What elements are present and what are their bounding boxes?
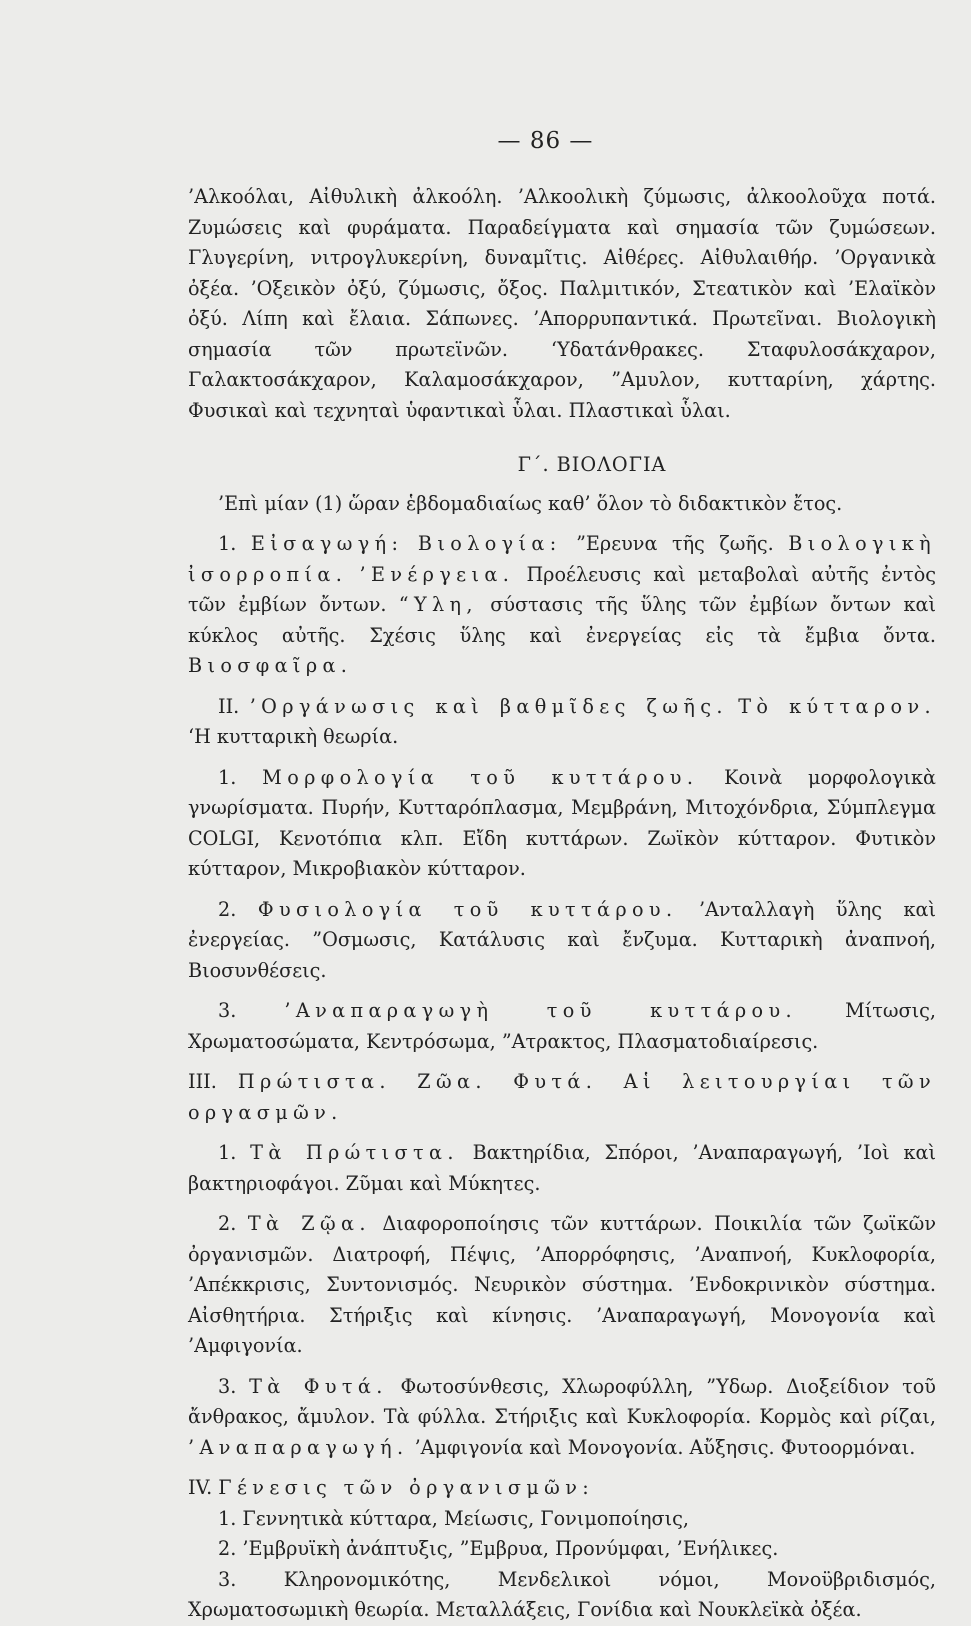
- s3-item-3: [188, 1372, 936, 1464]
- section-2-heading: [188, 692, 936, 753]
- s1-title: Εἰσαγωγή:: [250, 532, 404, 555]
- s3-item-1-title: Τὰ Πρώτιστα.: [250, 1141, 459, 1164]
- s3-item-2: [188, 1209, 936, 1362]
- s1-term-biosphere: Βιοσφαῖρα.: [188, 654, 353, 677]
- section-3-heading: [188, 1067, 936, 1128]
- s1-term-energy: ’Ενέργεια.: [359, 562, 515, 586]
- s3-item-2-title: Τὰ Ζῷα.: [247, 1212, 371, 1235]
- section-heading: Γ΄. ΒΙΟΛΟΓΙΑ: [517, 453, 667, 476]
- s2-item-2-text: ’Ανταλλαγὴ ὕλης καὶ ἐνεργείας. ”Οσμωσις, Κατάλυσις καὶ ἔνζυμα. Κυτταρικὴ ἀναπνοή, Βιοσυνθέσεις.: [188, 897, 936, 982]
- page-body: [188, 182, 936, 1626]
- s1-term-biology: Βιολογία:: [417, 532, 562, 555]
- s3-title: Πρώτιστα. Ζῶα. Φυτά. Αἱ λειτουργίαι τῶν οργασμῶν.: [188, 1070, 936, 1124]
- s2-item-2-title: Φυσιολογία τοῦ κυττάρου.: [257, 897, 678, 921]
- intro-paragraph: ’Αλκοόλαι, Αἰθυλικὴ ἀλκοόλη. ’Αλκοολικὴ ζύμωσις, ἀλκοολοῦχα ποτά. Ζυμώσεις καὶ φυράματα. Παραδείγματα καὶ σημασία τῶν ζυμώσεων. Γλυγερίνη, νιτρογλυκερίνη, δυναμῖτις. Αἰθέρες. Αἰθυλαιθήρ. ’Οργανικὰ ὀξέα. ’Οξεικὸν ὀξύ, ζύμωσις, ὄξος. Παλμιτικόν, Στεατικὸν καὶ ’Ελαϊκὸν ὀξύ. Λίπη καὶ ἔλαια. Σάπωνες. ’Απορρυπαντικά. Πρωτεῖναι. Βιολογικὴ σημασία τῶν πρωτεϊνῶν. ‘Υδατάνθρακες. Σταφυλοσάκχαρον, Γαλακτοσάκχαρον, Καλαμοσάκχαρον, ”Αμυλον, κυτταρίνη, χάρτης. Φυσικαὶ καὶ τεχνηταὶ ὑφαντικαὶ ὗλαι. Πλαστικαὶ ὗλαι.: [188, 185, 936, 422]
- s2-item-1-num: 1.: [218, 765, 237, 789]
- s4-item-2: [188, 1534, 936, 1565]
- s2-item-2-num: 2.: [218, 897, 237, 921]
- s2-text-a: ‘Η κυτταρικὴ θεωρία.: [188, 725, 399, 748]
- s2-item-3-num: 3.: [218, 999, 237, 1022]
- s3-item-2-text: Διαφοροποίησις τῶν κυττάρων. Ποικιλία τῶν ζωϊκῶν ὀργανισμῶν. Διατροφή, Πέψις, ’Απορρόφησις, ’Αναπνοή, Κυκλοφορία, ’Απέκκρισις, Συντονισμός. Νευρικὸν σύστημα. ’Ενδοκρινικὸν σύστημα. Αἰσθητήρια. Στήριξις καὶ κίνησις. ’Αναπαραγωγή, Μονογονία καὶ ’Αμφιγονία.: [188, 1212, 936, 1357]
- s3-item-1-text: Βακτηρίδια, Σπόροι, ’Αναπαραγωγή, ’Ιοὶ καὶ βακτηριοφάγοι. Ζῦμαι καὶ Μύκητες.: [188, 1141, 936, 1195]
- s2-title: ’Οργάνωσις καὶ βαθμῖδες ζωῆς.: [249, 694, 728, 718]
- s4-item-3-text: Κληρονομικότης, Μενδελικοὶ νόμοι, Μονοϋβριδισμός, Χρωματοσωμικὴ θεωρία. Μεταλλάξεις, Γονίδια καὶ Νουκλεϊκὰ ὀξέα.: [188, 1567, 936, 1621]
- section-4-heading: [188, 1473, 936, 1504]
- s3-item-3-text: Φωτοσύνθεσις, Χλωροφύλλη, ”Υδωρ. Διοξείδιον τοῦ ἄνθρακος, ἄμυλον. Τὰ φύλλα. Στήριξις καὶ Κυκλοφορία. Κορμὸς καὶ ρίζαι,: [188, 1374, 936, 1428]
- s3-item-3-title: Τὰ Φυτά.: [249, 1374, 388, 1398]
- s1-term-balance: Βιολογικὴ ἰσορροπία.: [188, 532, 937, 586]
- s3-item-1-num: 1.: [218, 1141, 237, 1164]
- hours-line: ’Επὶ μίαν (1) ὥραν ἑβδομαδιαίως καθ’ ὅλον τὸ διδακτικὸν ἔτος.: [218, 491, 843, 515]
- s4-item-1: [188, 1504, 936, 1535]
- s3-item-2-num: 2.: [218, 1212, 237, 1235]
- s2-item-1-title: Μορφολογία τοῦ κυττάρου.: [262, 765, 699, 789]
- s1-text-a: ”Ερευνα τῆς ζωῆς.: [576, 532, 774, 555]
- s2-term-cell: Τὸ κύτταρον.: [738, 694, 936, 718]
- s1-text-c: σύστασις τῆς ὕλης τῶν ἐμβίων ὄντων καὶ κύκλος αὐτῆς. Σχέσις ὕλης καὶ ἐνεργείας εἰς τὰ ἔμβια ὄντα.: [188, 593, 936, 647]
- s4-item-3: [188, 1565, 936, 1626]
- s4-item-1-num: 1.: [218, 1506, 237, 1530]
- s2-item-3-text: Μίτωσις, Χρωματοσώματα, Κεντρόσωμα, ”Ατρακτος, Πλασματοδιαίρεσις.: [188, 999, 936, 1053]
- s4-item-3-num: 3.: [218, 1567, 237, 1591]
- s4-item-1-text: Γεννητικὰ κύτταρα, Μείωσις, Γονιμοποίησις,: [242, 1506, 690, 1530]
- s2-item-3-title: ’Αναπαραγωγὴ τοῦ κυττάρου.: [284, 999, 798, 1022]
- s3-item-3-num: 3.: [218, 1374, 237, 1398]
- s3-num: ΙΙΙ.: [188, 1070, 217, 1093]
- s2-item-1-text: Κοινὰ μορφολογικὰ γνωρίσματα. Πυρήν, Κυτταρόπλασμα, Μεμβράνη, Μιτοχόνδρια, Σύμπλεγμα COLGI, Κενοτόπια κλπ. Εἴδη κυττάρων. Ζωϊκὸν κύτταρον. Φυτικὸν κύτταρον, Μικροβιακὸν κύτταρον.: [188, 765, 936, 880]
- s1-text-b: Προέλευσις καὶ μεταβολαὶ αὐτῆς ἐντὸς τῶν ἐμβίων ὄντων.: [188, 562, 936, 616]
- s2-item-1: [188, 763, 936, 885]
- s2-item-2: [188, 895, 936, 987]
- s4-item-2-num: 2.: [218, 1537, 237, 1560]
- s3-item-3-term-reproduction: ’Αναπαραγωγή.: [188, 1435, 409, 1459]
- s1-term-matter: “Υλη,: [398, 593, 478, 616]
- section-1-introduction: [188, 529, 936, 682]
- s4-item-2-text: ’Εμβρυϊκὴ ἀνάπτυξις, ”Εμβρυα, Προνύμφαι, ’Ενήλικες.: [242, 1537, 779, 1560]
- s2-num: ΙΙ.: [218, 694, 240, 718]
- s2-item-3: [188, 996, 936, 1057]
- s4-title: Γένεσις τῶν ὀργανισμῶν:: [218, 1476, 595, 1499]
- s1-num: 1.: [218, 532, 237, 555]
- page-number: — 86 —: [497, 128, 594, 154]
- s4-num: IV.: [188, 1476, 213, 1499]
- s3-item-3-text-2: ’Αμφιγονία καὶ Μονογονία. Αὔξησις. Φυτοορμόναι.: [414, 1435, 916, 1459]
- s3-item-1: [188, 1138, 936, 1199]
